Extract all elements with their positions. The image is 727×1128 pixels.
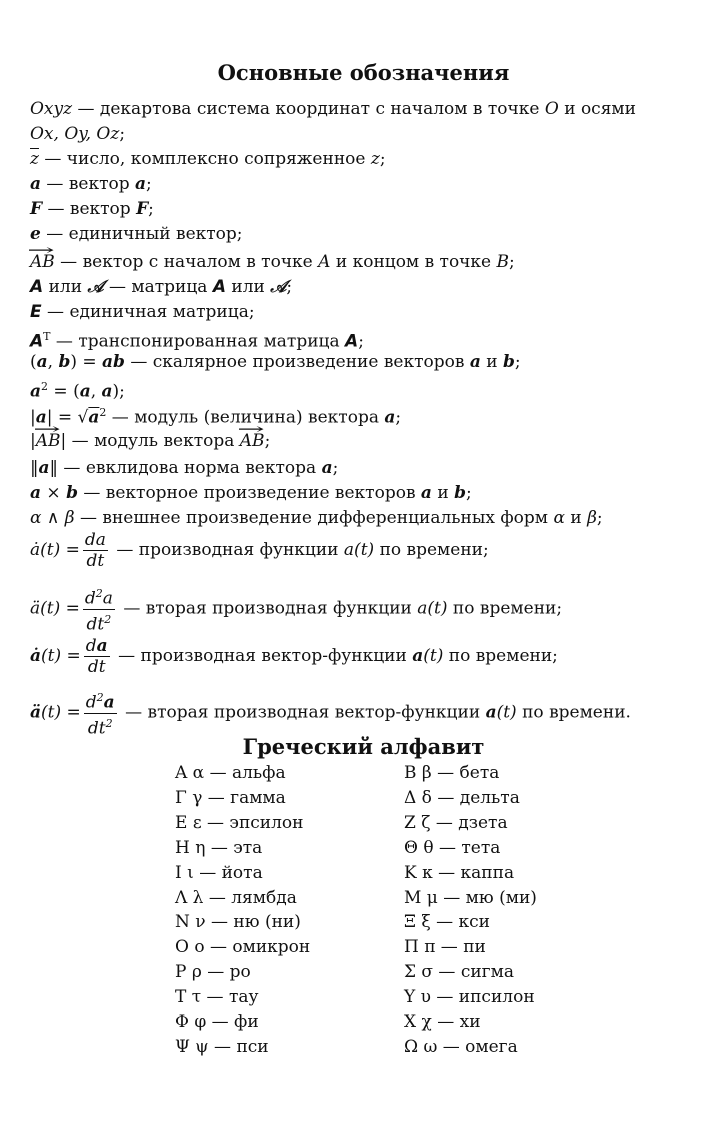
greek-right-2: Δ δ — дельта <box>404 788 520 808</box>
greek-left-3: Ε ε — эпсилон <box>175 813 304 833</box>
notation-line-10: $A^T$ — транспонированная матрица A; <box>30 330 364 352</box>
notation-line-8: A или 𝒜 — матрица A или 𝒜; <box>30 277 293 297</box>
notation-line-15: ‖a‖ — евклидова норма вектора a; <box>30 458 339 478</box>
notation-line-3: $\overline{z}$ — число, комплексно сопряженное z; <box>30 149 386 169</box>
greek-right-7: Ξ ξ — кси <box>404 912 491 932</box>
notation-line-2: Ox, Oy, Oz; <box>30 124 126 144</box>
greek-right-6: Μ μ — мю (ми) <box>404 888 537 908</box>
greek-right-1: Β β — бета <box>404 763 500 783</box>
greek-left-8: Ο ο — омикрон <box>175 937 311 957</box>
greek-right-8: Π π — пи <box>404 937 486 957</box>
greek-left-10: Τ τ — тау <box>175 987 259 1007</box>
greek-right-5: Κ κ — каппа <box>404 863 515 883</box>
notation-line-1: Oxyz — декартова система координат с началом в точке O и осями <box>30 99 636 119</box>
notation-line-19: ä(t) = $\frac{d^2a}{dt^2}$ — вторая производная функции a(t) по времени; <box>30 584 562 634</box>
greek-left-7: Ν ν — ню (ни) <box>175 912 301 932</box>
greek-right-4: Θ θ — тета <box>404 838 501 858</box>
greek-left-4: Η η — эта <box>175 838 263 858</box>
notation-line-16: a × b — векторное произведение векторов a и b; <box>30 483 472 503</box>
greek-left-9: Ρ ρ — ро <box>175 962 251 982</box>
greek-right-3: Ζ ζ — дзета <box>404 813 508 833</box>
greek-title: Греческий алфавит <box>242 734 485 759</box>
notation-line-12: $a^2 = (a$, a); <box>30 380 125 402</box>
greek-right-12: Ω ω — омега <box>404 1037 518 1057</box>
notation-line-7: → AB — вектор с началом в точке A и концом в точке B; <box>30 251 515 273</box>
notation-line-20: ȧ(t) = $\frac{da}{dt}$ — производная вектор-функции a(t) по времени; <box>30 636 558 677</box>
notation-line-9: E — единичная матрица; <box>30 302 255 322</box>
notation-line-17: α ∧ β — внешнее произведение дифференциальных форм α и β; <box>30 508 603 528</box>
notation-line-6: e — единичный вектор; <box>30 224 243 244</box>
greek-right-9: Σ σ — сигма <box>404 962 514 982</box>
notation-line-4: a — вектор a; <box>30 174 152 194</box>
notation-line-18: ȧ(t) = $\frac{da}{dt}$ — производная функции a(t) по времени; <box>30 530 489 571</box>
notation-line-5: F — вектор F; <box>30 199 154 219</box>
notation-line-14: |→ AB| — модуль вектора → AB; <box>30 430 270 452</box>
notation-line-13: $|a| = √a^2$ — модуль (величина) вектора a; <box>30 406 402 428</box>
greek-right-10: Υ υ — ипсилон <box>404 987 535 1007</box>
greek-left-11: Φ φ — фи <box>175 1012 259 1032</box>
greek-left-5: Ι ι — йота <box>175 863 263 883</box>
greek-left-2: Γ γ — гамма <box>175 788 286 808</box>
notation-line-11: (a, b) = ab — скалярное произведение векторов a и b; <box>30 352 521 372</box>
greek-left-12: Ψ ψ — пси <box>175 1037 269 1057</box>
greek-left-6: Λ λ — лямбда <box>175 888 297 908</box>
notation-line-21: ä(t) = $\frac{d^2a}{dt^2}$ — вторая производная вектор-функции a(t) по времени. <box>30 688 631 738</box>
greek-right-11: Χ χ — хи <box>404 1012 481 1032</box>
greek-left-1: Α α — альфа <box>175 763 286 783</box>
page-title: Основные обозначения <box>217 60 510 85</box>
